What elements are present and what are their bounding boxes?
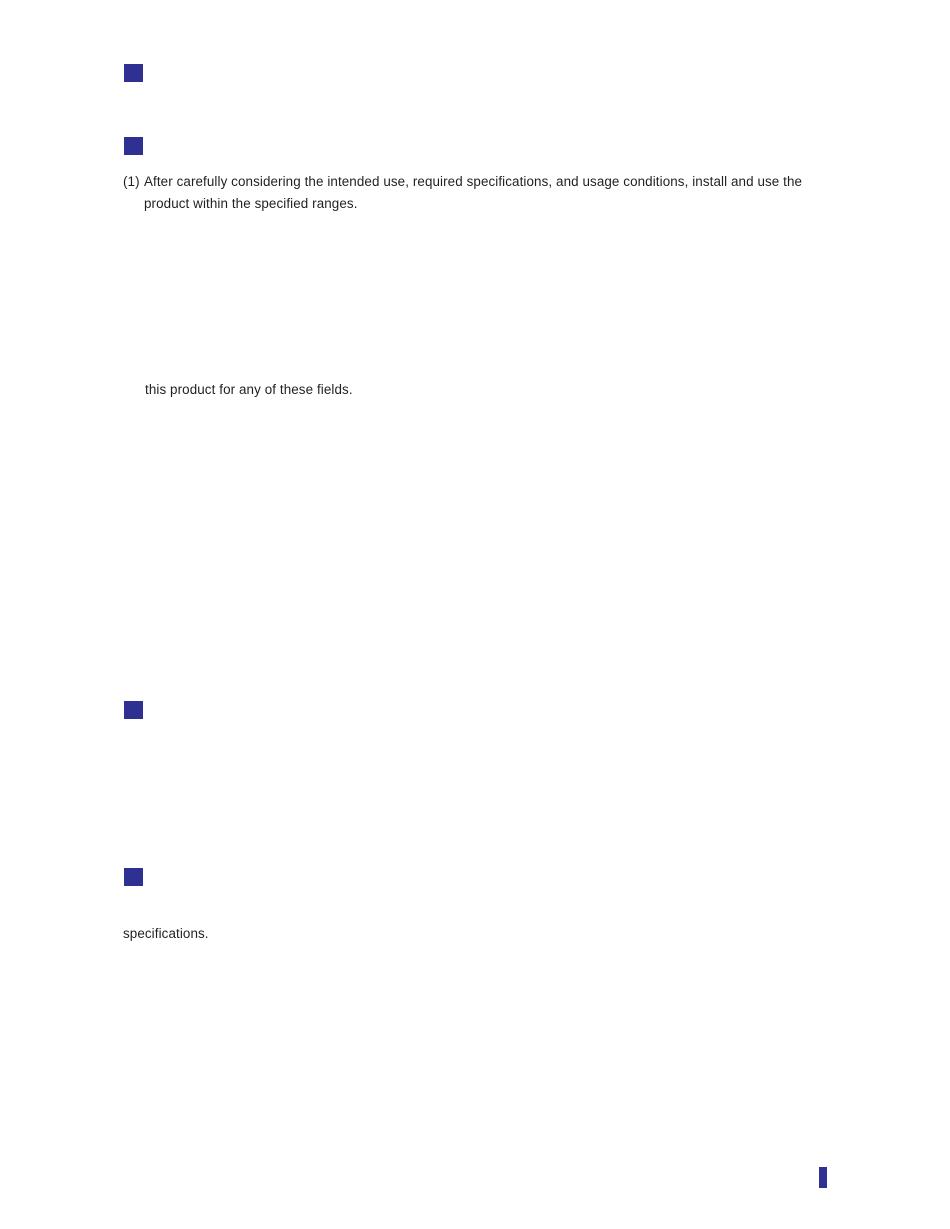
continuation-text: this product for any of these fields. [145,382,353,397]
section-marker-icon [124,137,143,155]
list-item-text: After carefully considering the intended use, required specifications, and usage conditions, install and use the product within the specified ranges. [144,174,803,211]
list-item-1 [123,171,828,215]
list-item-number: (1) [123,174,140,189]
section-marker-icon [124,868,143,886]
section-marker-icon [124,64,143,82]
specifications-text: specifications. [123,926,209,941]
page-edge-tab-icon [819,1167,827,1188]
section-marker-icon [124,701,143,719]
